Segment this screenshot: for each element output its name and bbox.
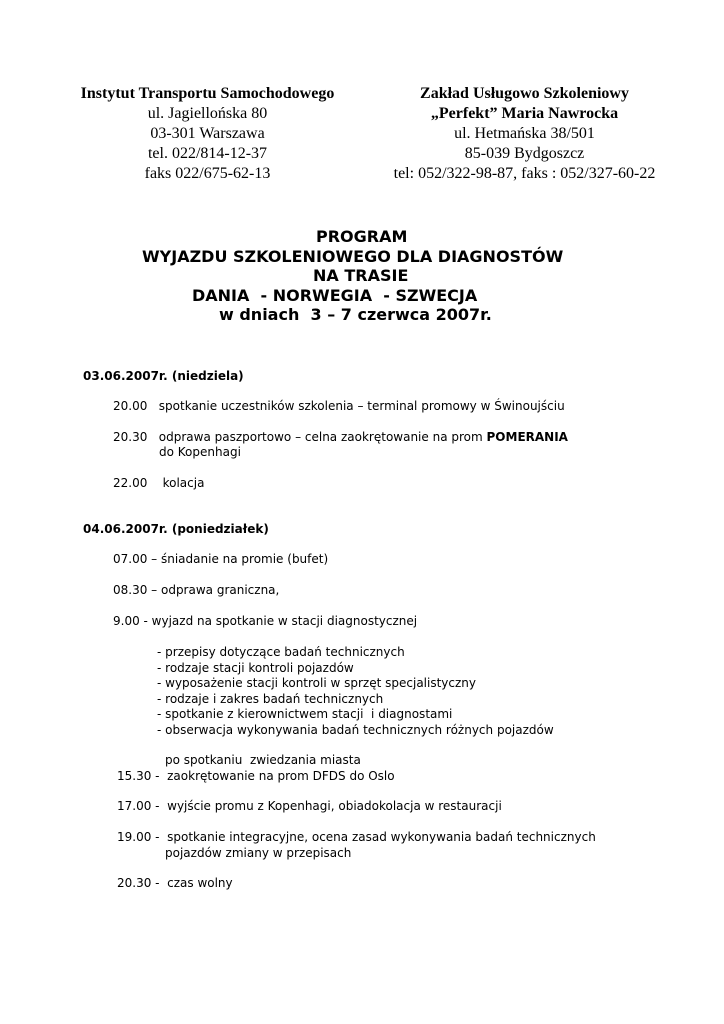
- agenda-subitem: - rodzaje i zakres badań technicznych: [157, 691, 384, 706]
- left-org-city: 03-301 Warszawa: [150, 125, 265, 142]
- right-organization-address: [372, 84, 677, 184]
- left-organization-address: [55, 84, 360, 184]
- left-org-fax: faks 022/675-62-13: [144, 165, 271, 182]
- schedule-item: 08.30 – odprawa graniczna,: [113, 583, 280, 597]
- schedule-item: 9.00 - wyjazd na spotkanie w stacji diagnostycznej: [113, 614, 418, 628]
- schedule-item: 15.30 - zaokrętowanie na prom DFDS do Oslo: [117, 768, 395, 783]
- right-org-name-1: Zakład Usługowo Szkoleniowy: [420, 85, 629, 102]
- day-heading-1: 03.06.2007r. (niedziela): [83, 369, 244, 383]
- schedule-item-text: 20.30 odprawa paszportowo – celna zaokrętowanie na prom: [113, 430, 487, 444]
- right-org-street: ul. Hetmańska 38/501: [454, 125, 595, 142]
- schedule-item-continuation: pojazdów zmiany w przepisach: [165, 845, 352, 860]
- document-title: [0, 227, 724, 325]
- ship-name: POMERANIA: [486, 430, 568, 444]
- day-heading-2: 04.06.2007r. (poniedziałek): [83, 522, 269, 536]
- schedule-item: 17.00 - wyjście promu z Kopenhagi, obiadokolacja w restauracji: [117, 799, 502, 813]
- right-org-name-2: „Perfekt” Maria Nawrocka: [430, 105, 619, 122]
- left-org-name: Instytut Transportu Samochodowego: [80, 85, 335, 102]
- title-line-2: WYJAZDU SZKOLENIOWEGO DLA DIAGNOSTÓW: [142, 246, 564, 266]
- schedule-item: [113, 430, 568, 446]
- schedule-item: 07.00 – śniadanie na promie (bufet): [113, 552, 329, 566]
- title-line-3: NA TRASIE: [313, 266, 409, 285]
- schedule-item: 20.00 spotkanie uczestników szkolenia – terminal promowy w Świnoujściu: [113, 399, 565, 413]
- schedule-item: 20.30 - czas wolny: [117, 876, 233, 890]
- title-line-1: PROGRAM: [316, 227, 408, 246]
- schedule-item: 22.00 kolacja: [113, 476, 205, 490]
- schedule-item: 19.00 - spotkanie integracyjne, ocena zasad wykonywania badań technicznych: [117, 830, 596, 844]
- agenda-subitem: - obserwacja wykonywania badań technicznych różnych pojazdów: [157, 722, 554, 737]
- left-org-phone: tel. 022/814-12-37: [147, 145, 268, 162]
- right-org-contact: tel: 052/322-98-87, faks : 052/327-60-22: [393, 165, 656, 182]
- agenda-subitem: - wyposażenie stacji kontroli w sprzęt specjalistyczny: [157, 676, 477, 690]
- agenda-subitem: - rodzaje stacji kontroli pojazdów: [157, 660, 354, 675]
- left-org-street: ul. Jagiellońska 80: [147, 105, 268, 122]
- schedule-note: po spotkaniu zwiedzania miasta: [165, 753, 361, 767]
- title-line-4: DANIA - NORWEGIA - SZWECJA: [192, 285, 478, 305]
- schedule-item-continuation: do Kopenhagi: [159, 445, 241, 459]
- agenda-subitem: - spotkanie z kierownictwem stacji i diagnostami: [157, 707, 453, 721]
- right-org-city: 85-039 Bydgoszcz: [464, 145, 585, 162]
- agenda-subitem: - przepisy dotyczące badań technicznych: [157, 645, 405, 659]
- title-line-5: w dniach 3 – 7 czerwca 2007r.: [219, 305, 492, 324]
